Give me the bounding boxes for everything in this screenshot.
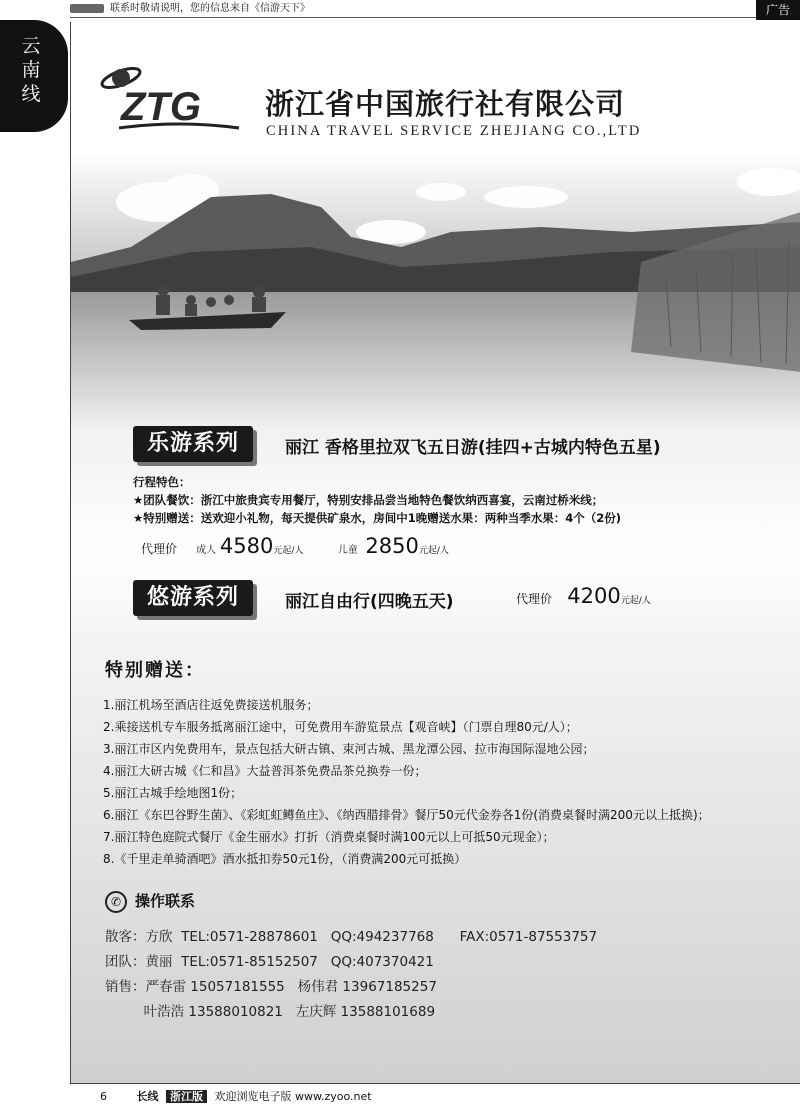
region-side-tab — [0, 20, 68, 132]
child-label: 儿童 — [337, 545, 358, 556]
gift-item: 2.乘接送机专车服务抵离丽江途中，可免费用车游览景点【观音峡】（门票自理80元/人）； — [103, 720, 578, 734]
contact-header — [105, 890, 195, 913]
gift-item: 1.丽江机场至酒店往返免费接送机服务； — [103, 698, 319, 712]
child-price: 2850 — [365, 534, 419, 558]
gift-item: 7.丽江特色庭院式餐厅《金生丽水》打折（消费桌餐时满100元以上可抵50元现金）； — [103, 830, 555, 844]
gift-item: 5.丽江古城手绘地图1份； — [103, 786, 243, 800]
gift-item: 8.《千里走单骑酒吧》酒水抵扣券50元1份，（消费满200元可抵换） — [103, 852, 467, 866]
contact-row: 团队：黄丽 TEL:0571-85152507 QQ:407370421 — [105, 954, 434, 970]
side-tab-char: 南 — [21, 59, 41, 81]
page-number: 6 — [100, 1090, 107, 1103]
route1-title: 丽江 香格里拉双飞五日游(挂四+古城内特色五星) — [285, 438, 661, 458]
gift-item: 3.丽江市区内免费用车，景点包括大研古镇、束河古城、黑龙潭公园、拉市海国际湿地公园； — [103, 742, 595, 756]
contact-title: 操作联系 — [135, 892, 196, 910]
gifts-title: 特别赠送： — [105, 660, 205, 681]
route2-price — [516, 584, 651, 608]
phone-icon: ✆ — [105, 891, 127, 913]
top-notice: 联系时敬请说明，您的信息来自《信游天下》 — [110, 3, 310, 14]
ad-panel — [70, 22, 800, 1084]
gift-item: 6.丽江《东巴谷野生菌》、《彩虹虹鳟鱼庄》、《纳西腊排骨》餐厅50元代金券各1份(消费桌餐时满200元以上抵换)； — [103, 808, 710, 822]
magazine-logo — [70, 4, 104, 13]
gifts-list — [103, 694, 710, 870]
feature-gift: ★特别赠送：送欢迎小礼物，每天提供矿泉水，房间中1晚赠送水果：两种当季水果：4个（2份) — [133, 511, 622, 525]
adult-unit: 元起/人 — [273, 546, 304, 556]
route1-price — [141, 534, 449, 558]
price-label: 代理价 — [516, 592, 553, 606]
route2-price-value: 4200 — [567, 584, 621, 608]
svg-text:ZTG: ZTG — [121, 85, 201, 129]
series-badge-youyou: 悠游系列 — [133, 580, 253, 616]
lake-landscape-photo — [71, 152, 800, 432]
route2-title: 丽江自由行(四晚五天) — [285, 592, 454, 612]
side-tab-char: 云 — [21, 35, 41, 57]
feature-dining: ★团队餐饮：浙江中旅贵宾专用餐厅，特别安排品尝当地特色餐饮纳西喜宴，云南过桥米线； — [133, 493, 604, 507]
footer-text: 欢迎浏览电子版 www.zyoo.net — [214, 1090, 372, 1103]
contact-row: 散客：方欣 TEL:0571-28878601 QQ:494237768 FAX:0571-87553757 — [105, 929, 598, 945]
features-label: 行程特色： — [133, 475, 191, 489]
page-footer — [100, 1088, 372, 1104]
gift-item: 4.丽江大研古城《仁和昌》大益普洱茶免费品茶兑换券一份； — [103, 764, 427, 778]
series-badge-leyou: 乐游系列 — [133, 426, 253, 462]
contact-row: 销售：严春雷 15057181555 杨伟君 13967185257 — [105, 979, 437, 995]
contact-row: 叶浩浩 13588010821 左庆辉 13588101689 — [105, 1004, 436, 1020]
footer-line: 长线 — [136, 1090, 159, 1103]
price-label: 代理价 — [141, 542, 178, 556]
side-tab-char: 线 — [21, 83, 41, 105]
ztg-logo — [99, 62, 259, 137]
adult-price: 4580 — [219, 534, 274, 558]
route2-unit: 元起/人 — [620, 596, 651, 606]
ad-tag: 广告 — [756, 0, 800, 20]
company-name-cn: 浙江省中国旅行社有限公司 — [265, 87, 626, 121]
company-name-en: CHINA TRAVEL SERVICE ZHEJIANG CO.,LTD — [266, 123, 642, 139]
adult-label: 成人 — [196, 545, 217, 556]
child-unit: 元起/人 — [418, 546, 449, 556]
top-notice-bar — [70, 0, 440, 18]
top-rule — [440, 17, 756, 18]
edition-tag: 浙江版 — [166, 1090, 207, 1103]
